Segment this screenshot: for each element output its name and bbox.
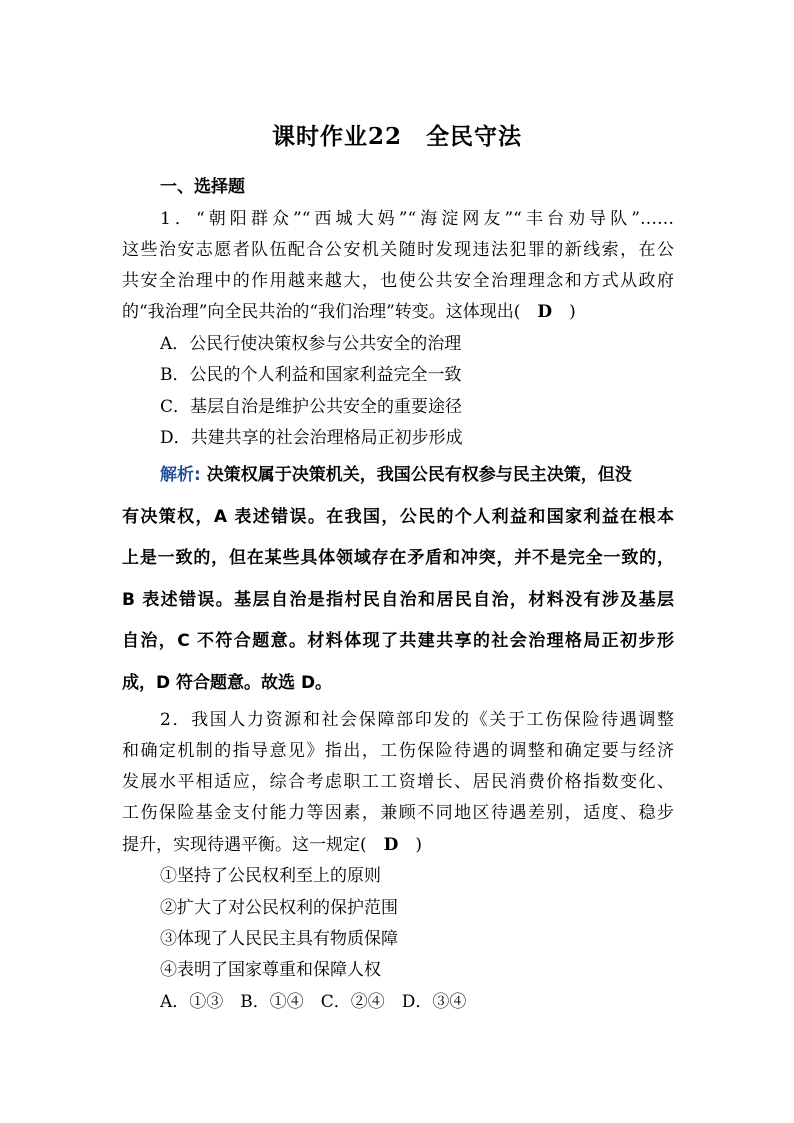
q1-option-c: C．基层自治是维护公共安全的重要途径: [160, 397, 463, 417]
q1-explanation-line-2: 有决策权，A 表述错误。在我国，公民的个人利益和国家利益在根本: [122, 507, 674, 527]
q2-item-1: ①坚持了公民权利至上的原则: [160, 866, 381, 886]
q2-item-3: ③体现了人民民主具有物质保障: [160, 929, 398, 949]
q2-line-4: 工伤保险基金支付能力等因素，兼顾不同地区待遇差别，适度、稳步: [122, 803, 674, 823]
q1-stem-close: ): [552, 302, 576, 322]
q1-explanation-start: 决策权属于决策机关，我国公民有权参与民主决策，但没: [200, 465, 632, 485]
q2-options: A．①③ B．①④ C．②④ D．③④: [160, 992, 467, 1012]
explanation-label: 解析:: [160, 465, 201, 485]
q1-explanation-line-3: 上是一致的，但在某些具体领域存在矛盾和冲突，并不是完全一致的，: [122, 548, 674, 568]
q1-line-4: [122, 301, 674, 323]
q1-option-a: A．公民行使决策权参与公共安全的治理: [160, 334, 462, 354]
q2-line-5: [122, 834, 674, 856]
q2-answer: D: [383, 835, 399, 855]
q2-item-2: ②扩大了对公民权利的保护范围: [160, 898, 398, 918]
q1-line-1: 1．“朝阳群众”“西城大妈”“海淀网友”“丰台劝导队”……: [160, 209, 674, 229]
q2-line-1: 2．我国人力资源和社会保障部印发的《关于工伤保险待遇调整: [160, 710, 674, 730]
section-heading: 一、选择题: [160, 177, 245, 197]
q1-stem-end: 的“我治理”向全民共治的“我们治理”转变。这体现出(: [122, 302, 538, 322]
q2-line-3: 发展水平相适应，综合考虑职工工资增长、居民消费价格指数变化、: [122, 772, 674, 792]
page-title: 课时作业22 全民守法: [271, 123, 522, 150]
q2-stem-end: 提升，实现待遇平衡。这一规定(: [122, 835, 384, 855]
q1-explanation-line-5: 自治，C 不符合题意。材料体现了共建共享的社会治理格局正初步形: [122, 631, 674, 651]
q1-option-b: B．公民的个人利益和国家利益完全一致: [160, 365, 462, 385]
q1-explanation-line-4: B 表述错误。基层自治是指村民自治和居民自治，材料没有涉及基层: [122, 590, 674, 610]
q2-stem-close: ): [398, 835, 423, 855]
q2-line-2: 和确定机制的指导意见》指出，工伤保险待遇的调整和确定要与经济: [122, 741, 674, 761]
q1-option-d: D．共建共享的社会治理格局正初步形成: [160, 428, 463, 448]
q1-answer: D: [537, 302, 553, 322]
q1-explanation-line-1: [160, 463, 674, 487]
q1-line-2: 这些治安志愿者队伍配合公安机关随时发现违法犯罪的新线索，在公: [122, 240, 674, 260]
q2-item-4: ④表明了国家尊重和保障人权: [160, 960, 381, 980]
q1-explanation-line-6: 成，D 符合题意。故选 D。: [122, 673, 333, 693]
q1-line-3: 共安全治理中的作用越来越大，也使公共安全治理理念和方式从政府: [122, 271, 674, 291]
